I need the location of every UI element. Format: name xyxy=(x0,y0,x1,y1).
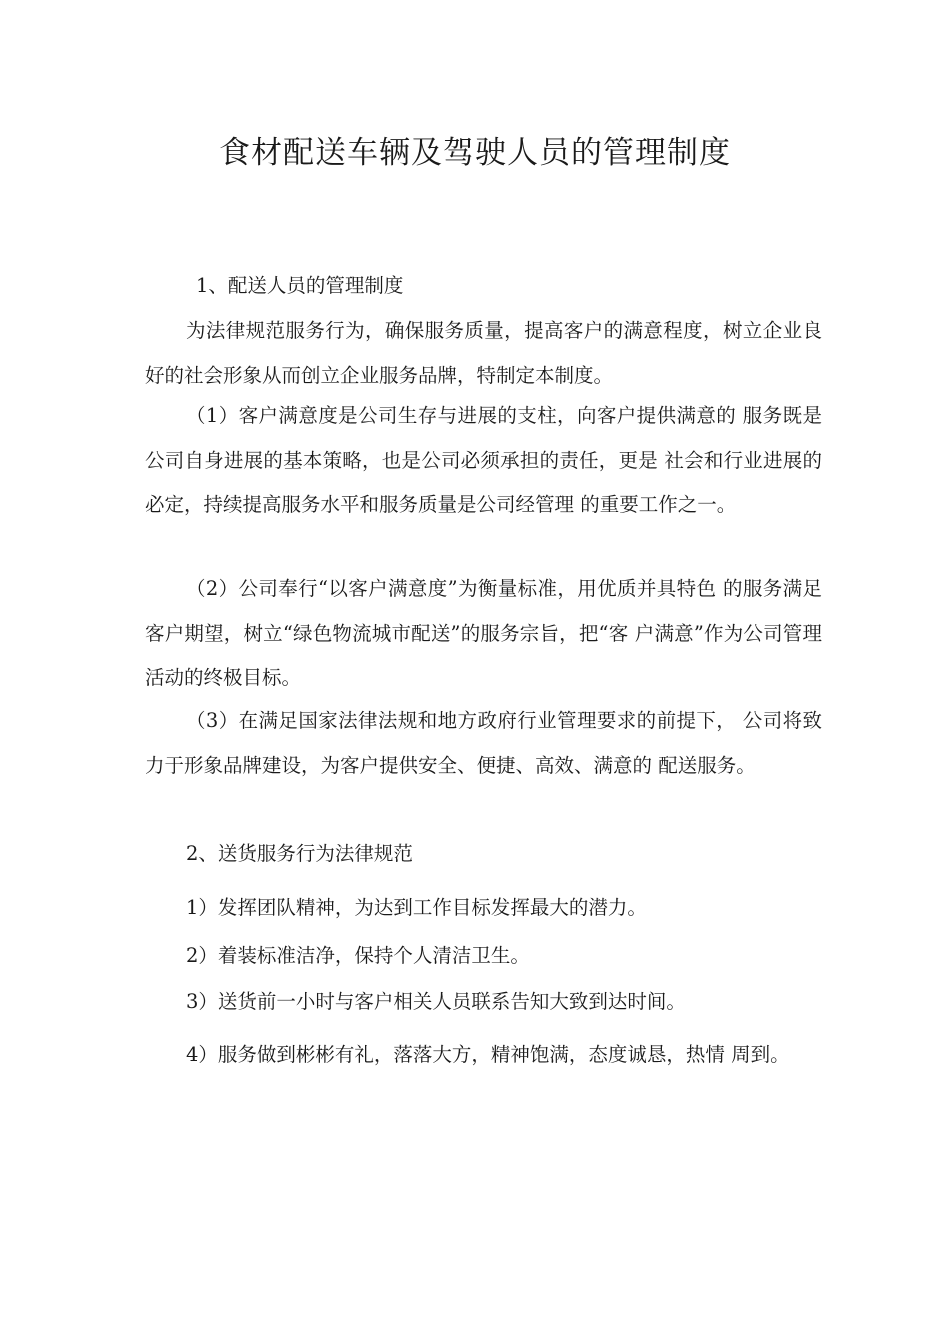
section-2-item-4: 4）服务做到彬彬有礼，落落大方，精神饱满，态度诚恳，热情 周到。 xyxy=(186,1043,790,1066)
section-1-heading: 1、配送人员的管理制度 xyxy=(196,274,404,297)
document-title: 食材配送车辆及驾驶人员的管理制度 xyxy=(219,135,731,171)
section-2-item-2: 2）着装标准洁净，保持个人清洁卫生。 xyxy=(186,944,530,967)
section-1-point-3: （3）在满足国家法律法规和地方政府行业管理要求的前提下， 公司将致力于形象品牌建设，为客户提供安全、便捷、高效、满意的 配送服务。 xyxy=(145,709,822,777)
section-2-item-3: 3）送货前一小时与客户相关人员联系告知大致到达时间。 xyxy=(186,990,686,1013)
section-1-point-2: （2）公司奉行“以客户满意度”为衡量标准，用优质并具特色 的服务满足客户期望，树立“绿色物流城市配送”的服务宗旨，把“客 户满意”作为公司管理活动的终极目标。 xyxy=(145,577,822,689)
section-1-point-1: （1）客户满意度是公司生存与进展的支柱，向客户提供满意的 服务既是公司自身进展的基本策略，也是公司必须承担的责任，更是 社会和行业进展的必定，持续提高服务水平和服务质量是公司经管理 的重要工作之一。 xyxy=(145,404,822,516)
section-1-intro-paragraph: 为法律规范服务行为，确保服务质量，提高客户的满意程度，树立企业良好的社会形象从而创立企业服务品牌，特制定本制度。 xyxy=(145,319,822,387)
section-2-heading: 2、送货服务行为法律规范 xyxy=(186,842,413,865)
section-2-item-1: 1）发挥团队精神，为达到工作目标发挥最大的潜力。 xyxy=(186,896,647,919)
